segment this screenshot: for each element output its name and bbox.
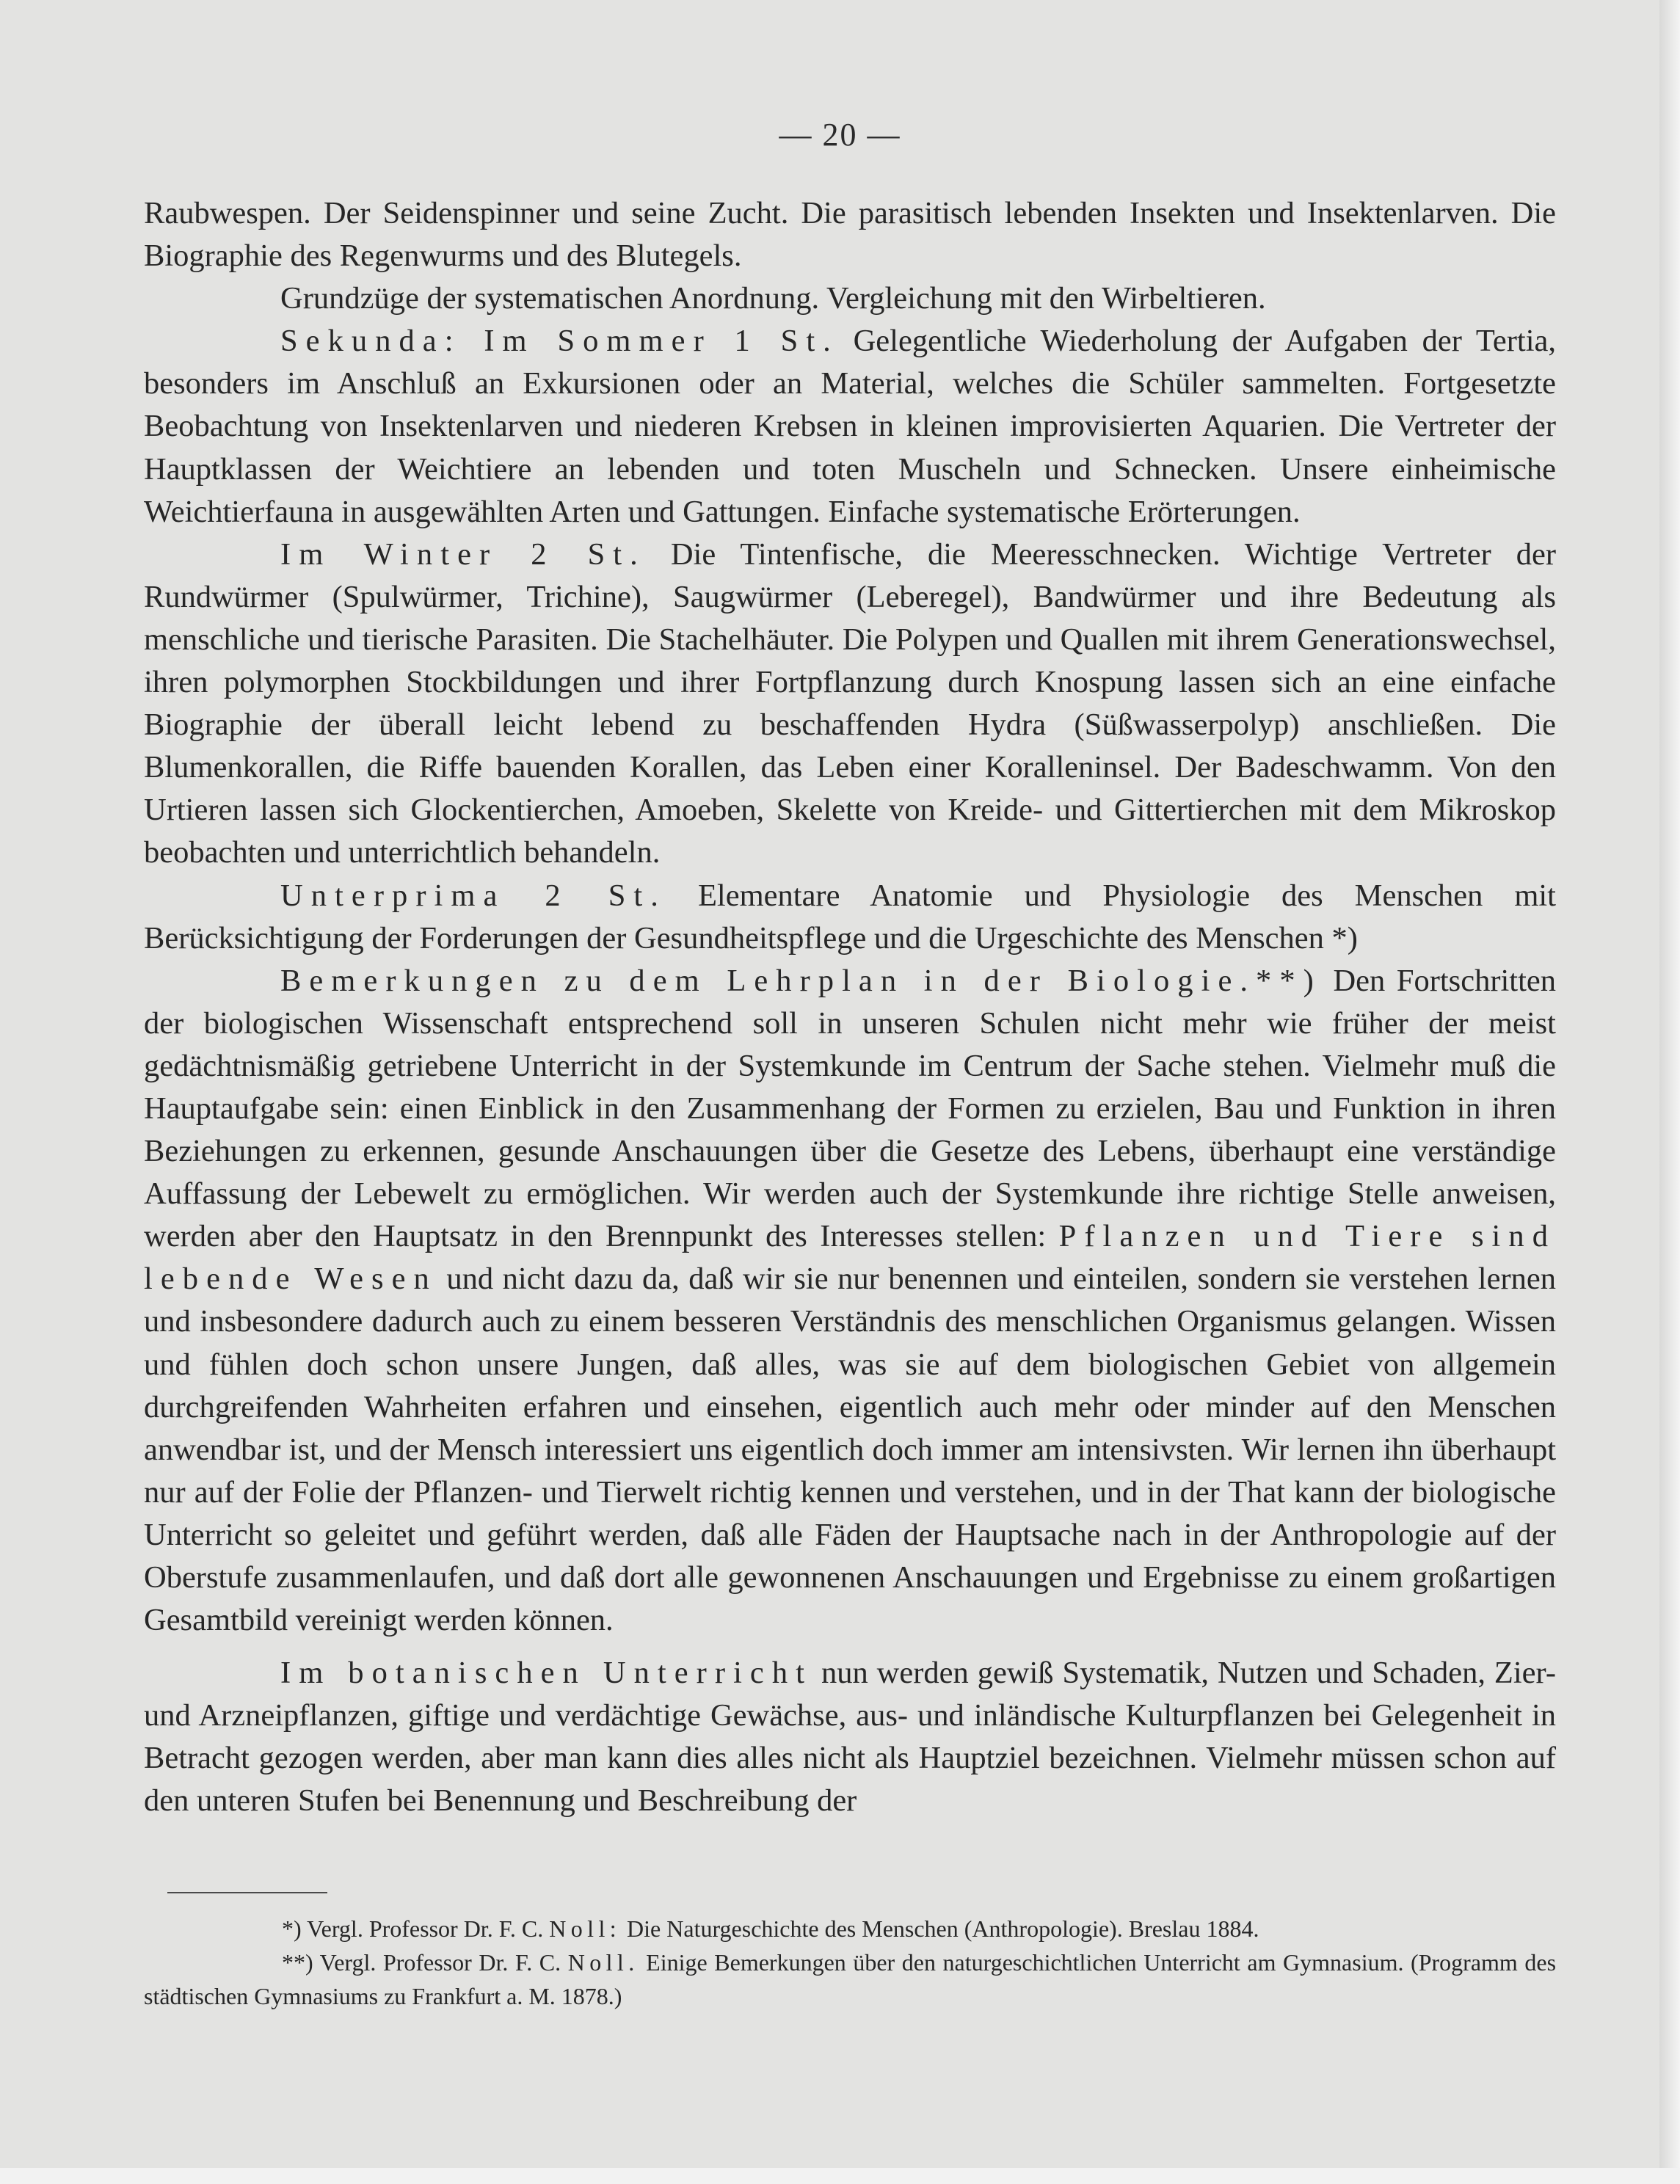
section-heading-bemerkungen: Bemerkungen zu dem Lehrplan in der Biologie.**) — [280, 963, 1322, 998]
section-heading-sekunda: Sekunda: Im Sommer 1 St. — [280, 324, 839, 359]
paragraph-botanik: Im botanischen Unterricht nun werden gewiß Systematik, Nutzen und Schaden, Zier- und Arzneipflanzen, giftige und verdächtige Gewächse, aus- und inländische Kulturpflanzen bei Gelegenheit in Betracht gezogen werden, aber man kann dies alles nicht als Hauptziel bezeichnen. Vielmehr müssen schon auf den unteren Stufen bei Benennung und Beschreibung der — [144, 1656, 1556, 1819]
paragraph-1: Raubwespen. Der Seidenspinner und seine Zucht. Die parasitisch lebenden Insekten und Insektenlarven. Die Biographie des Regenwurms und des Blutegels. — [144, 196, 1556, 274]
footnotes — [144, 1912, 1556, 2013]
main-text — [144, 192, 1556, 1823]
paragraph-sekunda: Sekunda: Im Sommer 1 St. Gelegentliche Wiederholung der Aufgaben der Tertia, besonders im Anschluß an Exkursionen oder an Material, welches die Schüler sammelten. Fortgesetzte Beobachtung von Insektenlarven und niederen Krebsen in kleinen improvisierten Aquarien. Die Vertreter der Hauptklassen der Weichtiere an lebenden und toten Muscheln und Schnecken. Unsere einheimische Weichtierfauna in ausgewählten Arten und Gattungen. Einfache systematische Erörterungen. — [144, 324, 1556, 529]
paragraph-winter: Im Winter 2 St. Die Tintenfische, die Meeresschnecken. Wichtige Vertreter der Rundwürmer (Spulwürmer, Trichine), Saugwürmer (Leberegel), Bandwürmer und ihre Bedeutung als menschliche und tierische Parasiten. Die Stachelhäuter. Die Polypen und Quallen mit ihrem Generationswechsel, ihren polymorphen Stockbildungen und ihrer Fortpflanzung durch Knospung lassen sich an eine einfache Biographie der überall leicht lebend zu beschaffenden Hydra (Süßwasserpolyp) anschließen. Die Blumenkorallen, die Riffe bauenden Korallen, das Leben einer Koralleninsel. Der Badeschwamm. Von den Urtieren lassen sich Glockentierchen, Amoeben, Skelette von Kreide- und Gittertierchen mit dem Mikroskop beobachten und unterrichtlich behandeln. — [144, 536, 1556, 870]
emphasis-pflanzen-tiere: Pflanzen und Tiere sind lebende Wesen — [144, 1219, 1556, 1297]
paragraph-unterprima: Unterprima 2 St. Elementare Anatomie und Physiologie des Menschen mit Berücksichtigung der Forderungen der Gesundheitspflege und die Urgeschichte des Menschen *) — [144, 878, 1556, 956]
section-heading-unterprima: Unterprima 2 St. — [280, 878, 666, 913]
section-heading-botanik: Im botanischen Unterricht — [280, 1656, 813, 1691]
section-heading-winter: Im Winter 2 St. — [280, 536, 646, 572]
scan-edge — [1659, 0, 1680, 2184]
paragraph-bemerkungen: Bemerkungen zu dem Lehrplan in der Biologie.**) Den Fortschritten der biologischen Wissenschaft entsprechend soll in unseren Schulen nicht mehr wie früher der meist gedächtnismäßig getriebene Unterricht in der Systemkunde im Centrum der Sache stehen. Vielmehr muß die Hauptaufgabe sein: einen Einblick in den Zusammenhang der Formen zu erzielen, Bau und Funktion in ihren Beziehungen zu erkennen, gesunde Anschauungen über die Gesetze des Lebens, überhaupt eine verständige Auffassung der Lebewelt zu ermöglichen. Wir werden auch der Systemkunde ihre richtige Stelle anweisen, werden aber den Hauptsatz in den Brennpunkt des Interesses stellen: Pflanzen und Tiere sind lebende Wesen und nicht dazu da, daß wir sie nur benennen und einteilen, sondern sie verstehen lernen und insbesondere dadurch auch zu einem besseren Verständnis des menschlichen Organismus gelangen. Wissen und fühlen doch schon unsere Jungen, daß alles, was sie auf dem biologischen Gebiet von allgemein durchgreifenden Wahrheiten erfahren und einsehen, eigentlich auch mehr oder minder auf den Menschen anwendbar ist, und der Mensch interessiert uns eigentlich doch immer am intensivsten. Wir lernen ihn überhaupt nur auf der Folie der Pflanzen- und Tierwelt richtig kennen und verstehen, und in der That kann der biologische Unterricht so geleitet und geführt werden, daß alle Fäden der Hauptsache nach in der Anthropologie auf der Oberstufe zusammenlaufen, und daß dort alle gewonnenen Anschauungen und Ergebnisse zu einem großartigen Gesamtbild vereinigt werden können. — [144, 963, 1557, 1638]
scan-bottom-edge — [0, 2168, 1680, 2184]
page-number: — 20 — — [779, 117, 901, 153]
footnote-2: **) Vergl. Professor Dr. F. C. Noll. Einige Bemerkungen über den naturgeschichtlichen Unterricht am Gymnasium. (Programm des städtischen Gymnasiums zu Frankfurt a. M. 1878.) — [144, 1949, 1557, 2009]
paragraph-2: Grundzüge der systematischen Anordnung. Vergleichung mit den Wirbeltieren. — [280, 281, 1266, 316]
footnote-1: *) Vergl. Professor Dr. F. C. Noll: Die Naturgeschichte des Menschen (Anthropologie). Breslau 1884. — [282, 1915, 1259, 1942]
footnote-rule — [167, 1892, 327, 1893]
